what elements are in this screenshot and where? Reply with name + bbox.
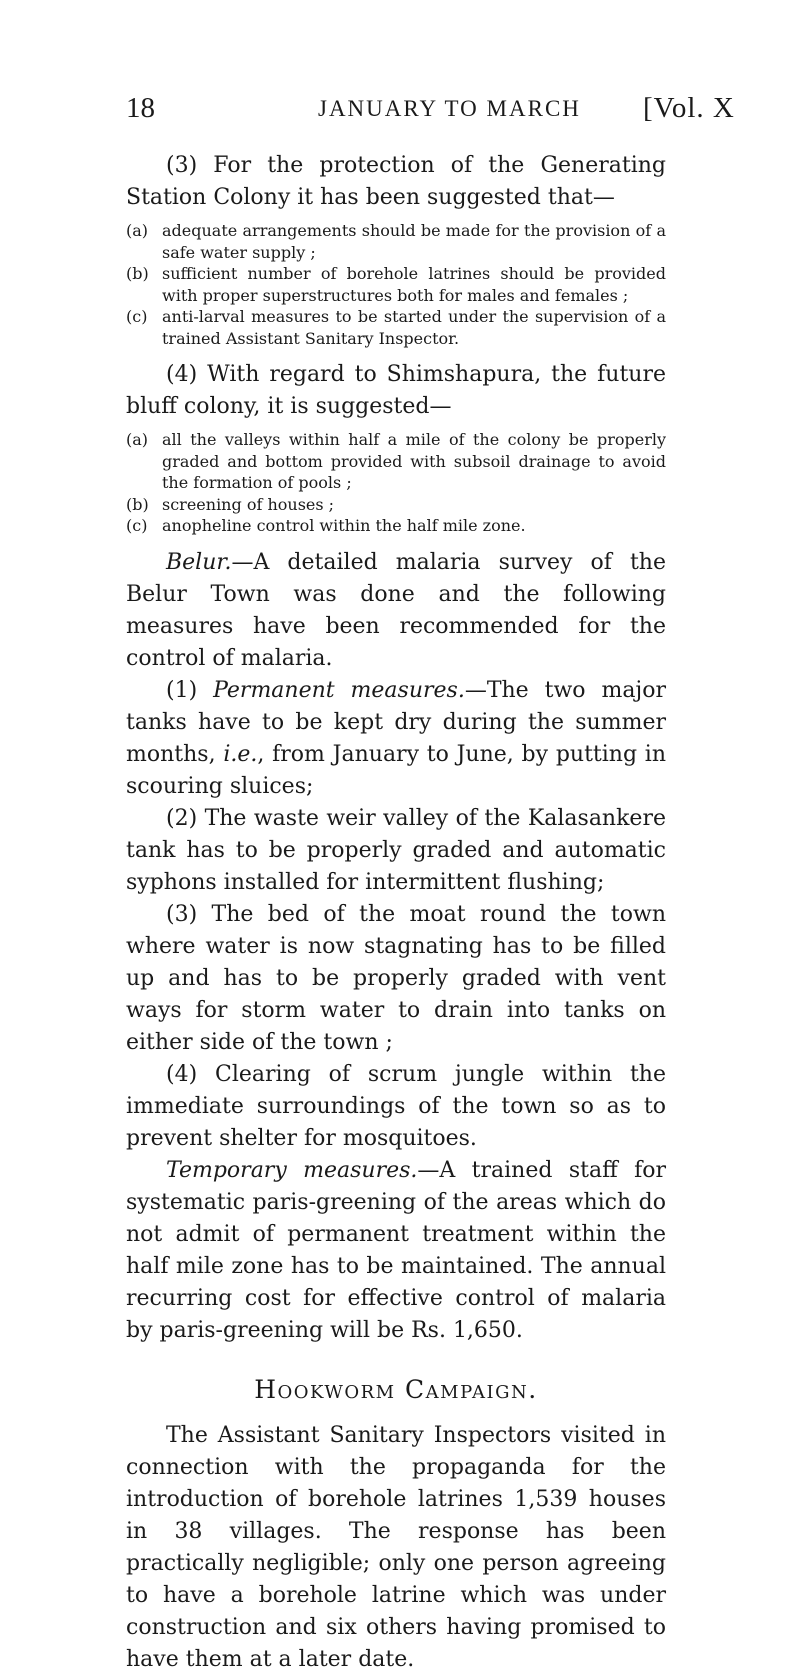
generating-station-list [126, 220, 666, 349]
page-header [0, 92, 800, 132]
permanent-measures-4: (4) Clearing of scrum jungle within the immediate surroundings of the town so as to prevent shelter for mosquitoes. [126, 1061, 666, 1151]
belur-paragraph: Belur.—A detailed malaria survey of the Belur Town was done and the following measures have been recommended for the control of malaria. [126, 549, 666, 671]
list-item: (c) anti-larval measures to be started under the supervision of a trained Assistant Sanitary Inspector. [126, 307, 666, 348]
running-title: JANUARY TO MARCH [318, 96, 581, 121]
hookworm-paragraph: The Assistant Sanitary Inspectors visited in connection with the propaganda for the introduction of borehole latrines 1,539 houses in 38 villages. The response has been practically negligible; only one person agreeing to have a borehole latrine which was under construction and six others having promised to have them at a later date. [126, 1422, 666, 1672]
permanent-measures-lead: Permanent measures. [213, 677, 465, 703]
temporary-measures: Temporary measures.—A trained staff for systematic paris-greening of the areas which do not admit of permanent treatment within the half mile zone has to be maintained. The annual recurring cost for effective control of malaria by paris-greening will be Rs. 1,650. [126, 1157, 666, 1343]
list-item: (b) screening of houses ; [126, 494, 335, 514]
list-item: (c) anopheline control within the half mile zone. [126, 516, 526, 535]
page-body [126, 150, 666, 1676]
shimshapura-list [126, 429, 666, 537]
permanent-measures-3: (3) The bed of the moat round the town where water is now stagnating has to be filled up and has to be properly graded with vent ways for storm water to drain into tanks on either side of the town ; [126, 901, 666, 1055]
generating-station-intro: (3) For the protection of the Generating Station Colony it has been suggested that— [126, 153, 666, 210]
list-item: (b) sufficient number of borehole latrines should be provided with proper superstructures both for males and females ; [126, 264, 666, 305]
list-item: (a) adequate arrangements should be made for the provision of a safe water supply ; [126, 221, 666, 262]
permanent-measures-1: (1) Permanent measures.—The two major tanks have to be kept dry during the summer months, i.e., from January to June, by putting in scouring sluices; [126, 677, 667, 799]
page-number: 18 [126, 92, 155, 124]
temporary-measures-lead: Temporary measures. [166, 1157, 418, 1183]
shimshapura-intro: (4) With regard to Shimshapura, the future bluff colony, it is suggested— [126, 362, 666, 419]
list-item: (a) all the valleys within half a mile of the colony be properly graded and bottom provided with subsoil drainage to avoid the formation of pools ; [126, 430, 666, 492]
volume-label: [Vol. X [643, 92, 735, 124]
hookworm-heading: Hookworm Campaign. [254, 1374, 538, 1404]
belur-lead: Belur. [166, 549, 232, 575]
permanent-measures-2: (2) The waste weir valley of the Kalasankere tank has to be properly graded and automatic syphons installed for intermittent flushing; [126, 805, 666, 895]
